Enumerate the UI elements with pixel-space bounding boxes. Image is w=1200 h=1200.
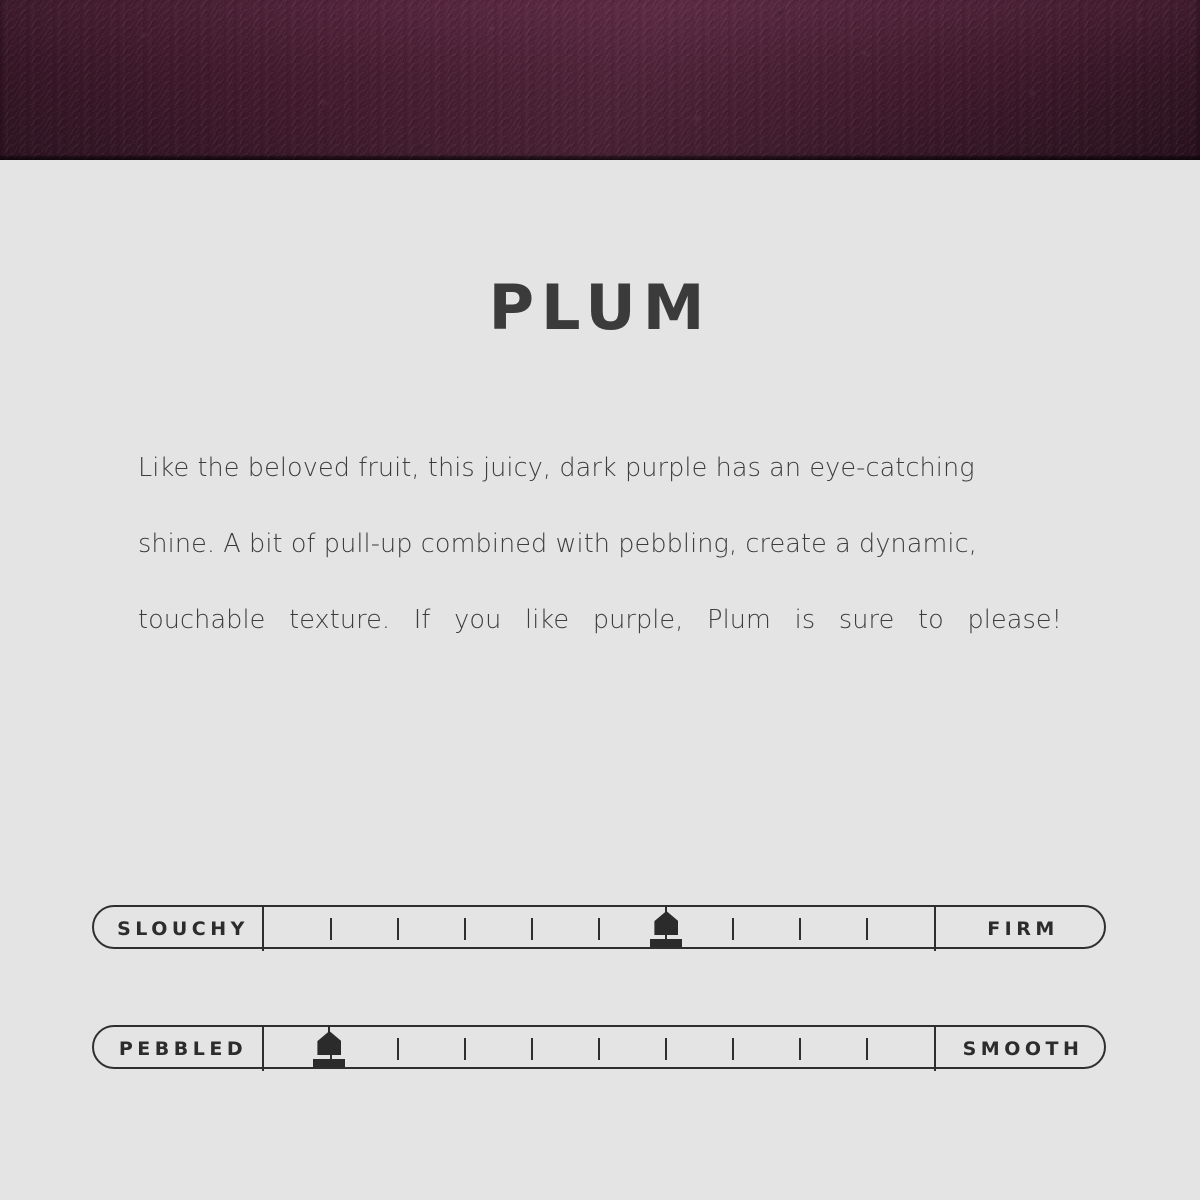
scale-marker <box>646 911 686 973</box>
scale-tick <box>598 1038 600 1060</box>
description-line-2: shine. A bit of pull-up combined with pebbling, create a dynamic, <box>138 529 977 559</box>
scale-tick <box>732 918 734 940</box>
scale-tick <box>665 1038 667 1060</box>
scale-tick <box>866 918 868 940</box>
scale-left-label: PEBBLED <box>94 1027 264 1071</box>
scale-tick <box>330 918 332 940</box>
description-line-1: Like the beloved fruit, this juicy, dark purple has an eye-catching <box>138 453 975 483</box>
scale-ticks <box>264 1027 934 1071</box>
color-description <box>138 430 1062 658</box>
marker-pin-icon <box>317 1031 341 1055</box>
attribute-scales <box>92 905 1108 1145</box>
scale-track <box>92 1025 1106 1069</box>
leather-swatch-image <box>0 0 1200 160</box>
scale-tick <box>531 1038 533 1060</box>
scale-tick <box>531 918 533 940</box>
scale-tick <box>464 918 466 940</box>
scale-right-label: FIRM <box>934 907 1104 951</box>
scale-right-label: SMOOTH <box>934 1027 1104 1071</box>
scale-pebbled-smooth <box>92 1025 1108 1071</box>
page-title: PLUM <box>488 271 712 344</box>
scale-tick <box>732 1038 734 1060</box>
scale-tick <box>866 1038 868 1060</box>
marker-pin-icon <box>654 911 678 935</box>
scale-slouchy-firm <box>92 905 1108 951</box>
scale-marker <box>309 1031 349 1093</box>
scale-tick <box>464 1038 466 1060</box>
scale-tick <box>397 1038 399 1060</box>
scale-tick <box>799 918 801 940</box>
marker-base <box>650 939 682 947</box>
scale-tick <box>799 1038 801 1060</box>
description-line-3: touchable texture. If you like purple, Plum is sure to please! <box>138 605 1062 635</box>
scale-ticks <box>264 907 934 951</box>
scale-left-label: SLOUCHY <box>94 907 264 951</box>
scale-tick <box>598 918 600 940</box>
scale-track <box>92 905 1106 949</box>
scale-tick <box>397 918 399 940</box>
marker-base <box>313 1059 345 1067</box>
